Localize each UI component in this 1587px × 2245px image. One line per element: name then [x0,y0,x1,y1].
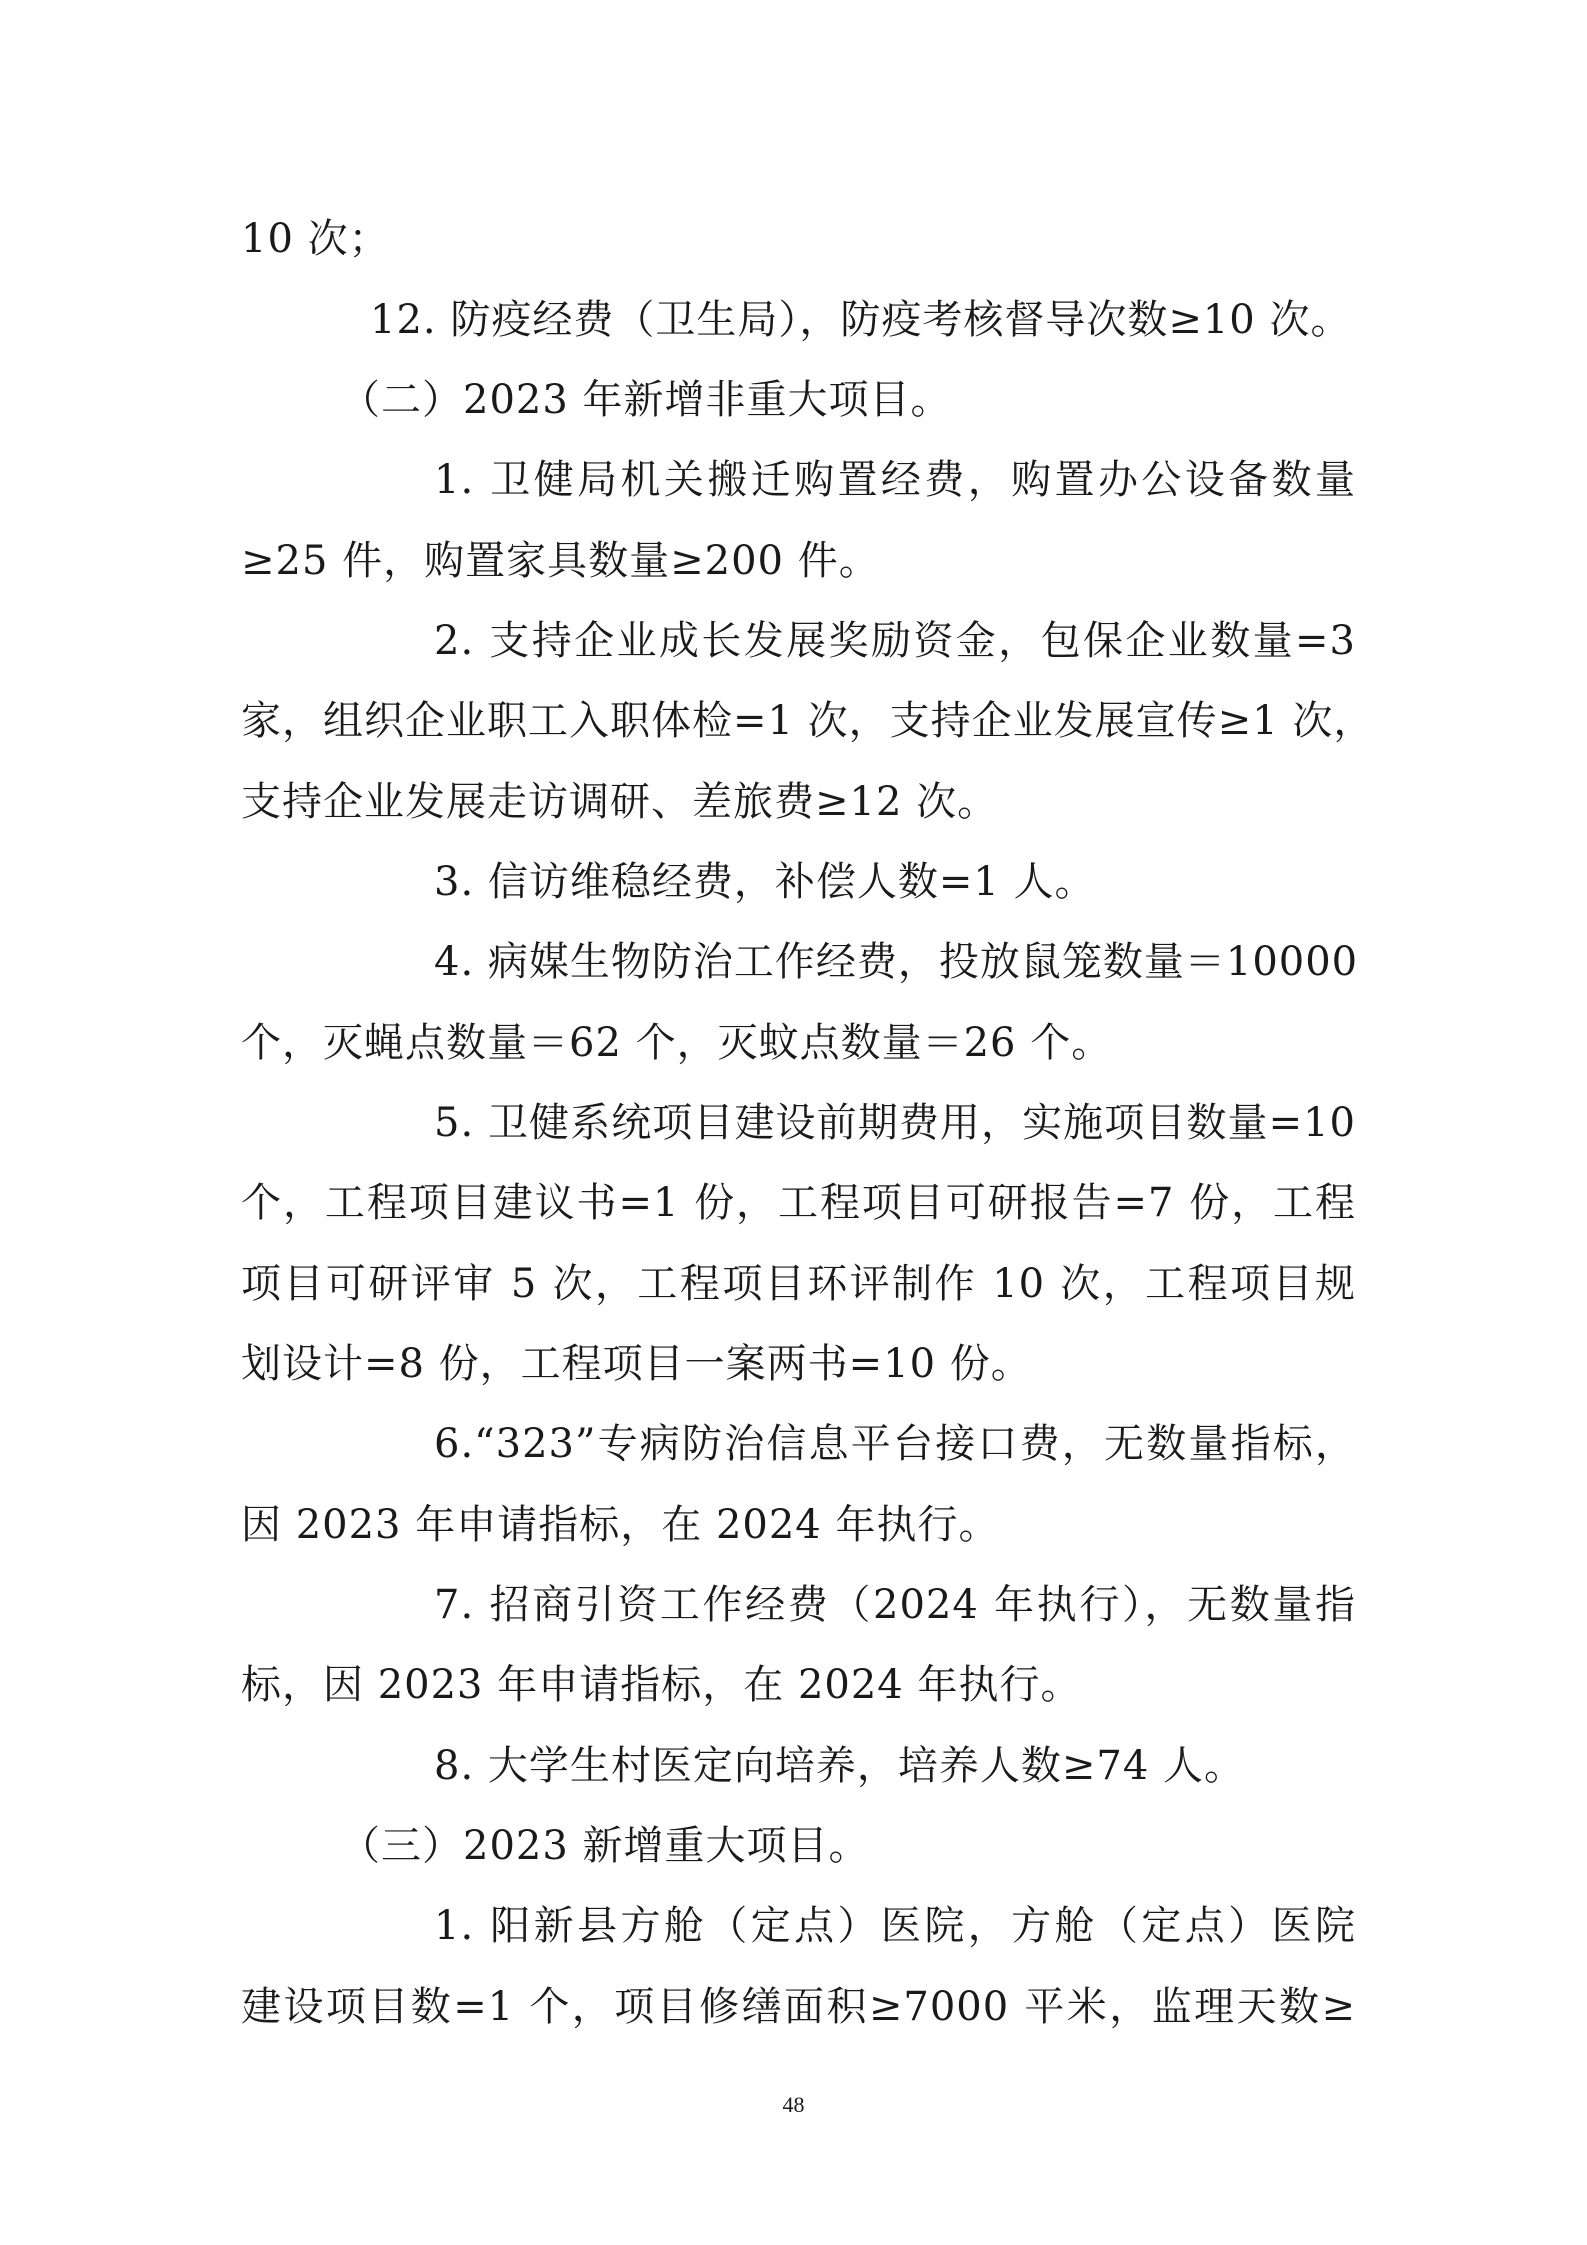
text-line: 建设项目数=1 个，项目修缮面积≥7000 平米，监理天数≥ [241,1984,1356,2030]
text-line: 支持企业发展走访调研、差旅费≥12 次。 [241,779,999,825]
text-line: 7. 招商引资工作经费（2024 年执行），无数量指 [434,1582,1356,1628]
page-number: 48 [782,2092,805,2117]
text-line: 3. 信访维稳经费，补偿人数=1 人。 [434,859,1096,905]
text-line: 因 2023 年申请指标，在 2024 年执行。 [241,1502,1000,1548]
text-line: 个，灭蝇点数量＝62 个，灭蚊点数量＝26 个。 [241,1020,1113,1066]
text-line: 12. 防疫经费（卫生局），防疫考核督导次数≥10 次。 [370,297,1352,343]
text-line: 标，因 2023 年申请指标，在 2024 年执行。 [241,1662,1082,1708]
text-line: 10 次； [241,216,390,262]
text-line: 家，组织企业职工入职体检=1 次，支持企业发展宣传≥1 次， [241,698,1375,744]
text-line: 6.“323”专病防治信息平台接口费，无数量指标， [434,1421,1356,1467]
text-line: 4. 病媒生物防治工作经费，投放鼠笼数量＝10000 [434,939,1359,985]
text-line: 个，工程项目建议书=1 份，工程项目可研报告=7 份，工程 [241,1180,1356,1226]
text-line: 5. 卫健系统项目建设前期费用，实施项目数量=10 [434,1100,1356,1146]
text-line: 2. 支持企业成长发展奖励资金，包保企业数量=3 [434,618,1356,664]
text-line: 项目可研评审 5 次，工程项目环评制作 10 次，工程项目规 [241,1261,1356,1307]
text-line: ≥25 件，购置家具数量≥200 件。 [241,538,880,584]
text-line: 8. 大学生村医定向培养，培养人数≥74 人。 [434,1743,1246,1789]
section-heading: （二）2023 年新增非重大项目。 [340,377,952,423]
section-heading: （三）2023 新增重大项目。 [340,1823,870,1869]
text-line: 划设计=8 份，工程项目一案两书=10 份。 [241,1341,1032,1387]
text-line: 1. 卫健局机关搬迁购置经费，购置办公设备数量 [434,457,1356,503]
text-line: 1. 阳新县方舱（定点）医院，方舱（定点）医院 [434,1903,1356,1949]
